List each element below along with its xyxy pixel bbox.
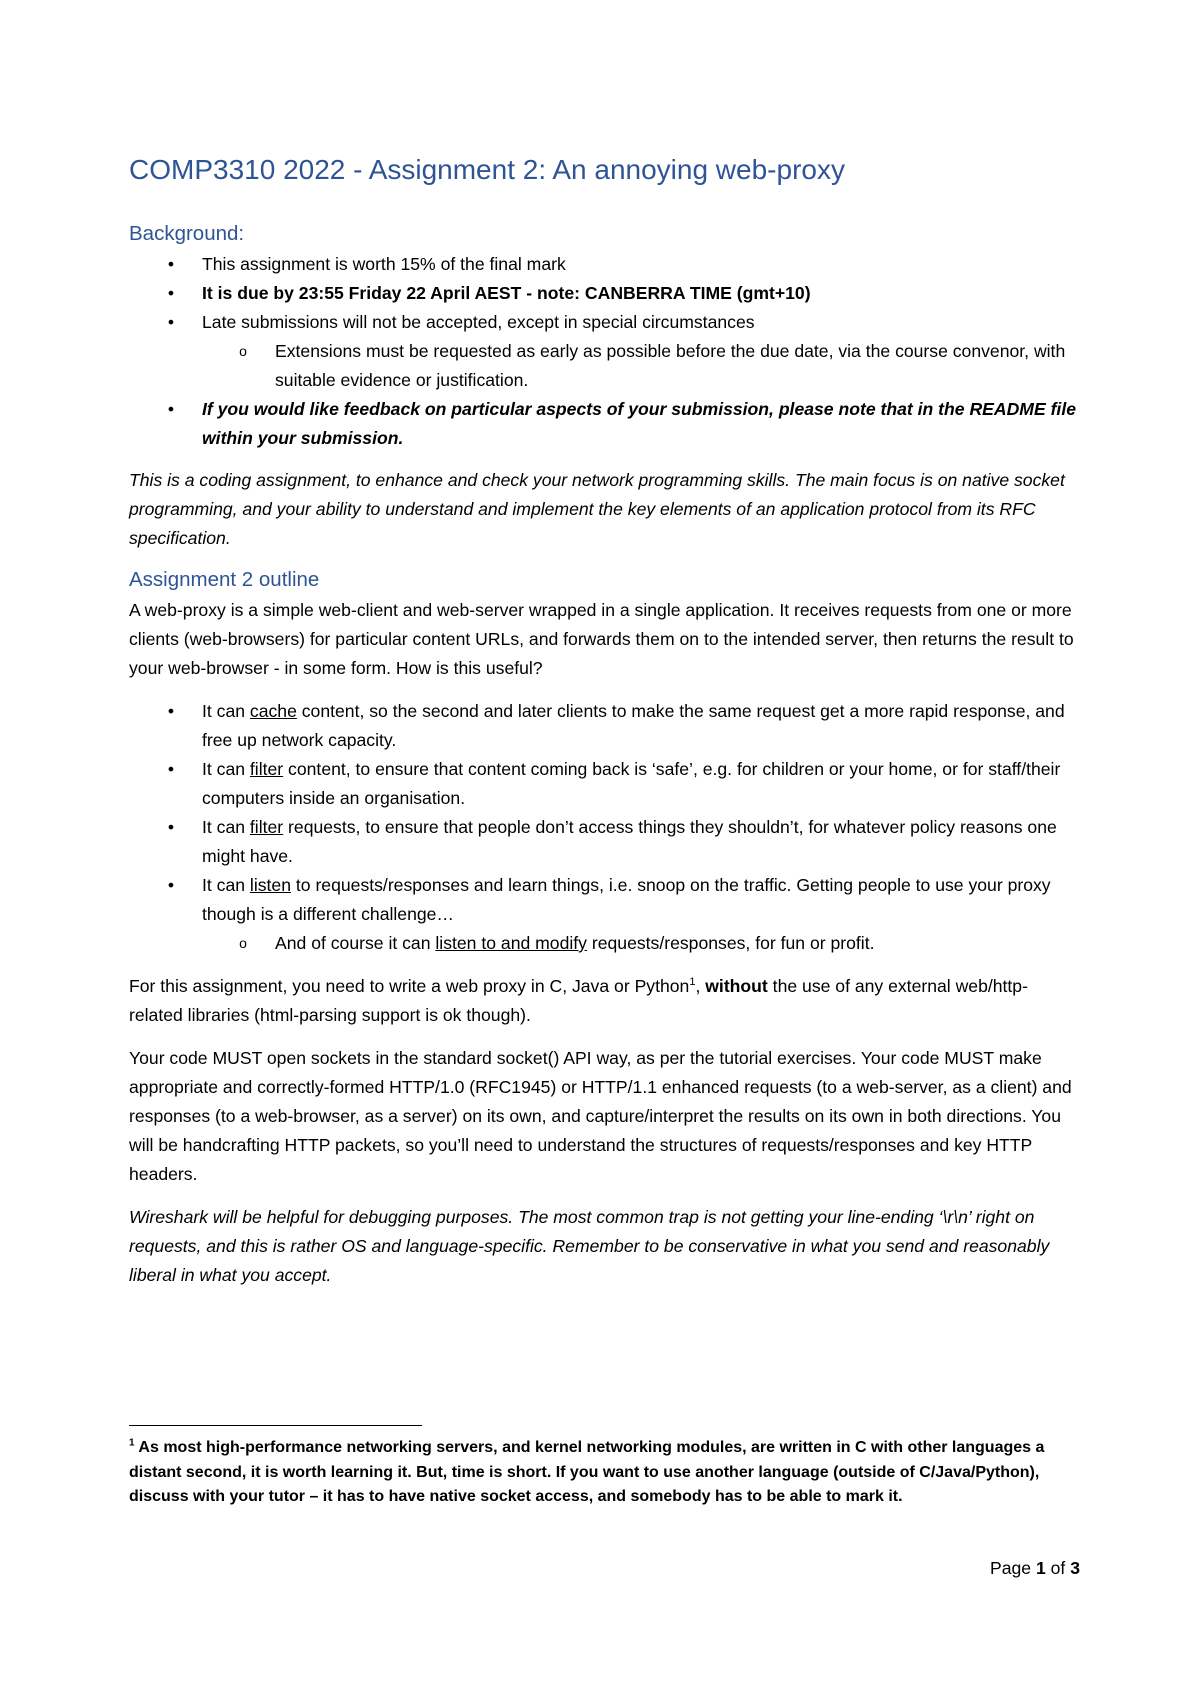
underlined-term: filter	[249, 817, 284, 837]
list-item-prefix: It can	[202, 759, 250, 779]
list-item-text: Late submissions will not be accepted, except in special circumstances	[202, 312, 755, 332]
list-item	[129, 395, 1079, 453]
list-item	[129, 871, 1079, 958]
list-item-text: content, to ensure that content coming back is ‘safe’, e.g. for children or your home, or for staff/their computers inside an organisation.	[202, 759, 1061, 808]
list-item-prefix: It can	[202, 701, 250, 721]
outline-paragraph: A web-proxy is a simple web-client and web-server wrapped in a single application. It receives requests from one or more clients (web-browsers) for particular content URLs, and forwards them on to the intended server, then returns the result to your web-browser - in some form. How is this useful?	[129, 600, 1074, 678]
list-item-text: requests/responses, for fun or profit.	[586, 933, 875, 953]
page-content	[129, 152, 1079, 1290]
footnote-divider	[129, 1425, 422, 1426]
list-item-text: requests, to ensure that people don’t access things they shouldn’t, for whatever policy reasons one might have.	[202, 817, 1057, 866]
wireshark-paragraph: Wireshark will be helpful for debugging purposes. The most common trap is not getting your line-ending ‘\r\n’ right on requests, and this is rather OS and language-specific. Remember to be conservative in what you send and reasonably liberal in what you accept.	[129, 1207, 1050, 1285]
sockets-paragraph: Your code MUST open sockets in the standard socket() API way, as per the tutorial exercises. Your code MUST make appropriate and correctly-formed HTTP/1.0 (RFC1945) or HTTP/1.1 enhanced requests (to a web-server, as a client) and responses (to a web-browser, as a server) on its own, and capture/interpret the results on its own in both directions. You will be handcrafting HTTP packets, so you’ll need to understand the structures of requests/responses and key HTTP headers.	[129, 1048, 1072, 1184]
without-emphasis: without	[705, 976, 768, 996]
list-item-prefix: It can	[202, 817, 250, 837]
list-item-text: content, so the second and later clients to make the same request get a more rapid response, and free up network capacity.	[202, 701, 1065, 750]
bullet-icon: •	[167, 254, 175, 274]
page-of: of	[1045, 1558, 1071, 1578]
language-paragraph	[129, 972, 1079, 1030]
underlined-term: cache	[249, 701, 297, 721]
list-item-prefix: And of course it can	[275, 933, 436, 953]
bullet-icon: •	[167, 701, 175, 721]
sub-list	[202, 929, 1079, 958]
sub-list-item-text: Extensions must be requested as early as possible before the due date, via the course convenor, with suitable evidence or justification.	[275, 341, 1066, 390]
bullet-icon: •	[167, 283, 175, 303]
background-list	[129, 250, 1079, 453]
list-item	[129, 755, 1079, 813]
sub-list	[202, 337, 1079, 395]
due-date-text: It is due by 23:55 Friday 22 April AEST - note: CANBERRA TIME (gmt+10)	[202, 283, 811, 303]
bullet-icon: •	[167, 312, 175, 332]
bullet-icon: •	[167, 875, 175, 895]
list-item-text: to requests/responses and learn things, i.e. snoop on the traffic. Getting people to use your proxy though is a different challenge…	[202, 875, 1051, 924]
page-number	[900, 1556, 1080, 1580]
list-item-prefix: It can	[202, 875, 250, 895]
sub-bullet-icon: o	[239, 343, 247, 359]
background-heading: Background:	[129, 222, 245, 245]
page-total: 3	[1070, 1558, 1080, 1578]
list-item	[129, 697, 1079, 755]
bullet-icon: •	[167, 817, 175, 837]
footnote	[129, 1436, 1079, 1510]
bullet-icon: •	[167, 399, 175, 419]
page-title: COMP3310 2022 - Assignment 2: An annoying web-proxy	[129, 154, 845, 185]
language-text: For this assignment, you need to write a web proxy in C, Java or Python	[129, 976, 690, 996]
footnote-text: As most high-performance networking servers, and kernel networking modules, are written in C with other languages a distant second, it is worth learning it. But, time is short. If you want to use another language (outside of C/Java/Python), discuss with your tutor – it has to have native socket access, and somebody has to be able to mark it.	[129, 1439, 1045, 1505]
footnote-ref[interactable]: 1	[689, 976, 696, 989]
sub-list-item	[129, 337, 1079, 395]
list-item	[129, 250, 1079, 279]
outline-heading: Assignment 2 outline	[129, 568, 320, 591]
underlined-term: filter	[249, 759, 284, 779]
list-item-text: This assignment is worth 15% of the final mark	[202, 254, 566, 274]
list-item	[129, 308, 1079, 395]
underlined-term: listen to and modify	[435, 933, 587, 953]
list-item	[129, 279, 1079, 308]
feedback-note-text: If you would like feedback on particular aspects of your submission, please note that in the README file within your submission.	[202, 399, 1076, 448]
page-current: 1	[1035, 1558, 1046, 1578]
language-comma: ,	[695, 976, 706, 996]
list-item	[129, 813, 1079, 871]
footnote-number: 1	[129, 1437, 135, 1449]
underlined-term: listen	[249, 875, 291, 895]
outline-list	[129, 697, 1079, 958]
sub-bullet-icon: o	[239, 935, 247, 951]
language-text-end: the use of any external web/http-related libraries (html-parsing support is ok though).	[129, 976, 1028, 1025]
intro-paragraph: This is a coding assignment, to enhance and check your network programming skills. The main focus is on native socket programming, and your ability to understand and implement the key elements of an application protocol from its RFC specification.	[129, 470, 1065, 548]
sub-list-item	[129, 929, 1079, 958]
bullet-icon: •	[167, 759, 175, 779]
page-label: Page	[989, 1558, 1036, 1578]
